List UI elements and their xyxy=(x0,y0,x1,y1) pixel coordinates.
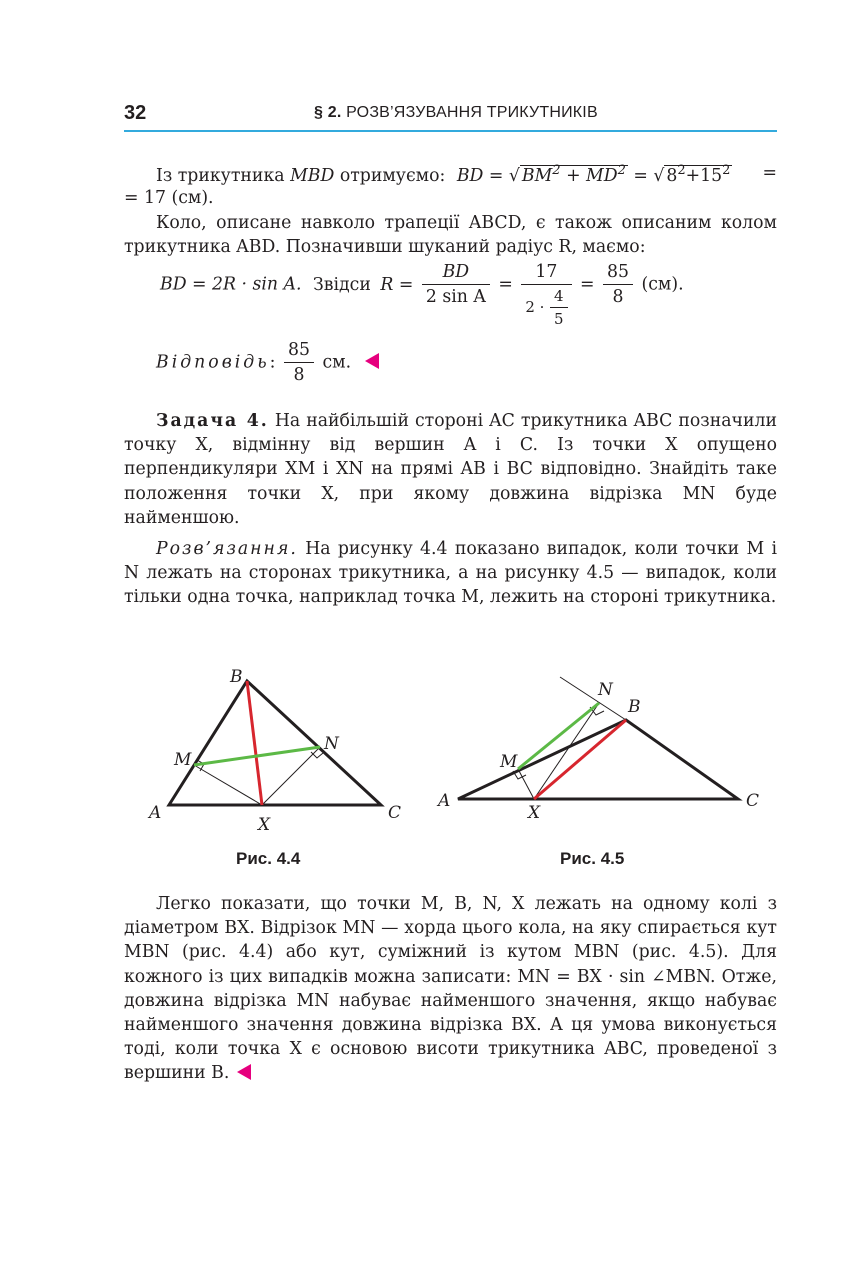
intro-text: Із трикутника xyxy=(156,165,285,186)
sqrt-expression-1: √ $BM^2 + MD^2$ xyxy=(508,163,626,186)
bd-result-line: = 17 (см). xyxy=(124,188,214,208)
answer-label: Відповідь xyxy=(156,352,270,373)
section-number: § 2. xyxy=(314,104,342,121)
figure-4-5-caption: Рис. 4.5 xyxy=(560,849,625,868)
segment-bx-red xyxy=(247,681,262,805)
circle-paragraph-block xyxy=(124,211,777,259)
answer-colon: : xyxy=(269,352,276,373)
section-title: РОЗВ’ЯЗУВАННЯ ТРИКУТНИКІВ xyxy=(346,104,598,121)
right-angle-n xyxy=(311,752,323,758)
conclusion-text: Легко показати, що точки M, B, N, X лежать на одному колі з діаметром BX. Відрізок MN — хорда цього кола, на яку спирається кут MBN (рис. 4.4) або кут, суміжний із кутом MBN (рис. 4.5). Для кожного із цих випадків можна записати: MN = BX · sin ∠MBN. Отже, довжина відрізка MN набуває найменшого значення, якщо набуває найменшого значення довжина відрізка BX. А ця умова виконується тоді, коли точка X є основою висоти трикутника ABC, проведеної з вершини B. xyxy=(124,894,777,1084)
label-c: C xyxy=(746,791,760,811)
label-m: M xyxy=(174,750,192,770)
answer-unit: см. xyxy=(322,352,352,373)
fraction-1-denominator: 2 sin A xyxy=(425,287,486,307)
unit-cm: (см). xyxy=(641,274,684,295)
r-equals: R = xyxy=(380,274,414,295)
triangle-name: MBD xyxy=(290,165,335,186)
fraction-2-denominator xyxy=(521,285,571,328)
sqrt-expression-2: √ $8^2+15^2$ xyxy=(653,163,731,186)
answer-denominator: 8 xyxy=(293,365,305,385)
fraction-bd-over-2sina xyxy=(422,262,490,307)
fraction-3-denominator: 8 xyxy=(612,287,624,307)
label-x: X xyxy=(258,815,271,835)
triangle-abc xyxy=(169,681,381,805)
figure-4-4 xyxy=(140,660,430,840)
bm-term: BM xyxy=(521,165,553,186)
task4-text: На найбільшій стороні AC трикутника ABC позначили точку X, відмінну від вершин A і C. Із точки X опущено перпендикуляри XM і XN на прямі AB і BC відповідно. Знайдіть таке положення точки X, при якому довжина відрізка MN буде найменшою. xyxy=(124,411,777,528)
figure-4-5 xyxy=(430,665,770,845)
equals-tail: = xyxy=(762,163,777,183)
label-n: N xyxy=(598,680,613,700)
figure-4-4-caption: Рис. 4.4 xyxy=(236,849,301,868)
since-word: Звідси xyxy=(313,274,371,295)
answer-numerator: 85 xyxy=(284,340,314,363)
fraction-17-over-expr xyxy=(521,262,571,328)
label-b: B xyxy=(628,697,641,717)
answer-fraction xyxy=(284,340,314,385)
segment-xm xyxy=(518,769,534,799)
verb-text: отримуємо: xyxy=(339,165,446,186)
segment-mn-green xyxy=(518,703,599,769)
solution-block xyxy=(124,537,777,610)
label-a: A xyxy=(149,803,162,823)
label-c: C xyxy=(388,803,402,823)
label-n: N xyxy=(324,734,339,754)
label-a: A xyxy=(438,791,451,811)
two-dot: 2 · xyxy=(525,298,545,316)
label-x: X xyxy=(528,803,541,823)
bd-derivation-line xyxy=(124,163,777,186)
solution-text: На рисунку 4.4 показано випадок, коли точки M і N лежать на сторонах трикутника, а на рисунку 4.5 — випадок, коли тільки одна точка, наприклад точка M, лежить на стороні трикутника. xyxy=(124,539,777,608)
inner-numerator: 4 xyxy=(550,287,568,308)
inner-denominator: 5 xyxy=(553,310,564,328)
end-marker-icon xyxy=(237,1064,251,1080)
answer-line xyxy=(156,340,809,385)
bd-lhs: BD = xyxy=(456,165,504,186)
task4-label: Задача 4. xyxy=(156,411,269,431)
radius-formula xyxy=(160,262,813,328)
solution-paragraph xyxy=(124,537,777,610)
page-header xyxy=(124,98,777,132)
label-b: B xyxy=(230,667,243,687)
fraction-2-numerator: 17 xyxy=(521,262,571,285)
task4-block xyxy=(124,409,777,530)
task4-paragraph xyxy=(124,409,777,530)
md-term: + MD xyxy=(566,165,618,186)
bd-law-of-sines: BD = 2R · sin A. xyxy=(160,274,302,295)
conclusion-paragraph xyxy=(124,892,777,1086)
fifteen-term: +15 xyxy=(685,165,723,186)
fraction-85-over-8 xyxy=(603,262,633,307)
extension-cb xyxy=(560,677,626,720)
segment-xn xyxy=(262,747,320,805)
conclusion-block xyxy=(124,892,777,1086)
equals-3: = xyxy=(580,274,595,295)
label-m: M xyxy=(500,752,518,772)
circle-paragraph: Коло, описане навколо трапеції ABCD, є також описаним колом трикутника ABD. Позначивши шуканий радіус R, маємо: xyxy=(124,213,777,258)
running-title xyxy=(314,104,598,122)
fraction-1-numerator: BD xyxy=(422,262,490,285)
solution-label: Розв’язання. xyxy=(156,539,298,559)
equals-2: = xyxy=(498,274,513,295)
eight-term: 8 xyxy=(666,165,678,186)
fraction-3-numerator: 85 xyxy=(603,262,633,285)
fraction-4-over-5 xyxy=(550,287,568,328)
equals-1: = xyxy=(633,165,648,186)
end-marker-icon xyxy=(365,353,379,369)
segment-xm xyxy=(194,765,262,805)
page-number: 32 xyxy=(124,102,147,124)
